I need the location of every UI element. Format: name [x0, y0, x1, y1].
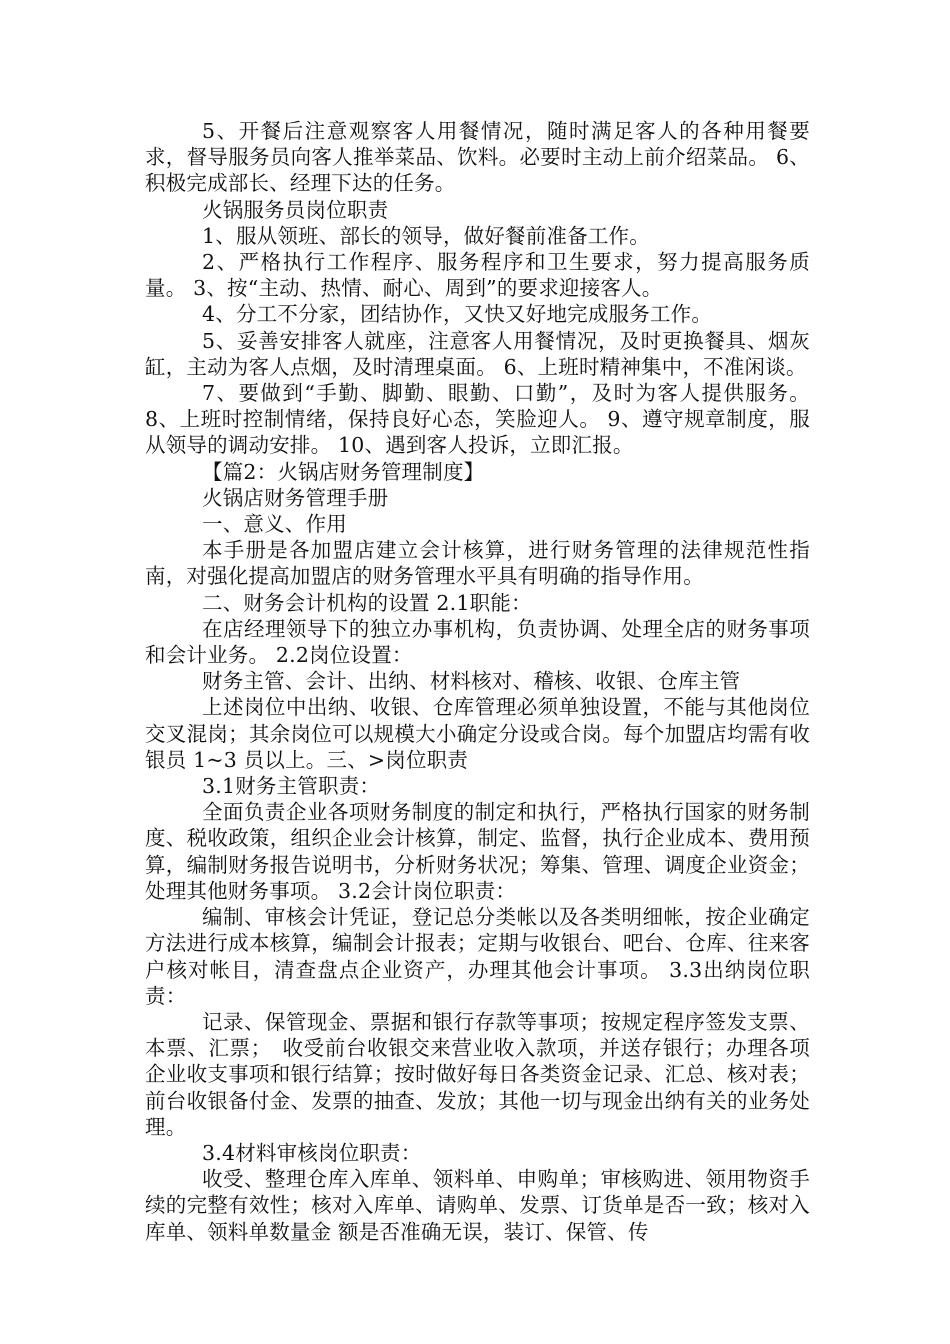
manual-title: 火锅店财务管理手册 — [202, 485, 389, 510]
paragraph-organization: 在店经理领导下的独立办事机构，负责协调、处理全店的财务事项和会计业务。 2.2岗位设置： — [145, 616, 810, 668]
paragraph-waiter-duty-2-3: 2、严格执行工作程序、服务程序和卫生要求，努力提高服务质量。 3、按“主动、热情、耐心、周到”的要求迎接客人。 — [145, 250, 810, 301]
subsection-heading-finance-supervisor: 3.1财务主管职责： — [202, 774, 381, 799]
subsection-heading-material-audit: 3.4材料审核岗位职责： — [202, 1140, 422, 1165]
paragraph-waiter-duty-7-10: 7、要做到“手勤、脚勤、眼勤、口勤”，及时为客人提供服务。 8、上班时控制情绪，保持良好心态，笑脸迎人。 9、遵守规章制度，服从领导的调动安排。 10、遇到客人投诉，立即汇报。 — [145, 381, 810, 458]
paragraph-waiter-duty-5-6: 5、妥善安排客人就座，注意客人用餐情况，及时更换餐具、烟灰缸，主动为客人点烟，及时清理桌面。 6、上班时精神集中，不准闲谈。 — [145, 328, 810, 379]
paragraph-waiter-duty-4: 4、分工不分家，团结协作，又快又好地完成服务工作。 — [202, 302, 713, 327]
section-heading-purpose: 一、意义、作用 — [202, 512, 347, 537]
chapter-heading-finance: 【篇2：火锅店财务管理制度】 — [202, 459, 485, 484]
paragraph-positions-list: 财务主管、会计、出纳、材料核对、稽核、收银、仓库主管 — [202, 669, 741, 694]
paragraph-finance-supervisor: 全面负责企业各项财务制度的制定和执行，严格执行国家的财务制度、税收政策，组织企业会计核算，制定、监督，执行企业成本、费用预算，编制财务报告说明书，分析财务状况；筹集、管理、调度企业资金；处理其他财务事项。 3.2会计岗位职责： — [145, 800, 810, 903]
document-page — [145, 118, 810, 1245]
paragraph-purpose: 本手册是各加盟店建立会计核算，进行财务管理的法律规范性指南，对强化提高加盟店的财务管理水平具有明确的指导作用。 — [145, 538, 810, 589]
paragraph-waiter-duty-1: 1、服从领班、部长的领导，做好餐前准备工作。 — [202, 223, 650, 248]
paragraph-supervisor-duties-5-6: 5、开餐后注意观察客人用餐情况，随时满足客人的各种用餐要求，督导服务员向客人推举菜品、饮料。必要时主动上前介绍菜品。 6、积极完成部长、经理下达的任务。 — [145, 119, 810, 196]
section-title-waiter-duties: 火锅服务员岗位职责 — [202, 197, 389, 222]
section-heading-organization: 二、财务会计机构的设置 2.1职能： — [202, 590, 532, 615]
paragraph-positions-rules: 上述岗位中出纳、收银、仓库管理必须单独设置，不能与其他岗位交叉混岗；其余岗位可以规模大小确定分设或合岗。每个加盟店均需有收银员 1~3 员以上。三、>岗位职责 — [145, 695, 810, 772]
paragraph-accountant: 编制、审核会计凭证，登记总分类帐以及各类明细帐，按企业确定方法进行成本核算，编制会计报表；定期与收银台、吧台、仓库、往来客户核对帐目，清查盘点企业资产，办理其他会计事项。 3.3出纳岗位职责： — [145, 905, 810, 1008]
paragraph-material-audit: 收受、整理仓库入库单、领料单、申购单；审核购进、领用物资手续的完整有效性；核对入库单、请购单、发票、订货单是否一致；核对入库单、领料单数量金 额是否准确无误，装订、保管、传 — [145, 1167, 810, 1244]
paragraph-cashier: 记录、保管现金、票据和银行存款等事项；按规定程序签发支票、本票、汇票； 收受前台收银交来营业收入款项，并送存银行；办理各项企业收支事项和银行结算；按时做好每日各类资金记录、汇总、核对表；前台收银备付金、发票的抽查、发放；其他一切与现金出纳有关的业务处理。 — [145, 1009, 810, 1139]
